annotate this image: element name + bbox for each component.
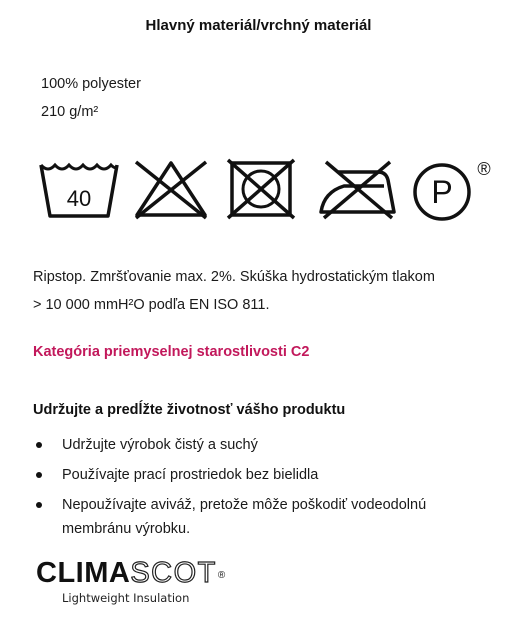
professional-clean-label: P [431, 174, 453, 210]
logo-bold-text: CLIMA [36, 557, 131, 589]
material-weight: 210 g/m² [41, 104, 99, 120]
list-item [33, 493, 493, 541]
logo-outline-text: SCOT [130, 557, 217, 589]
logo-tagline: Lightweight Insulation [62, 591, 190, 605]
list-item [33, 433, 493, 457]
bullet-icon [36, 502, 42, 508]
wash-temperature-label: 40 [66, 186, 92, 211]
list-item-text: Používajte prací prostriedok bez bielidla [62, 467, 319, 483]
list-item-text: Udržujte výrobok čistý a suchý [62, 437, 258, 453]
industrial-care-category: Kategória priemyselnej starostlivosti C2 [33, 344, 310, 360]
care-instructions-list [33, 433, 493, 547]
logo-wordmark [36, 557, 226, 589]
no-iron-icon [318, 158, 398, 220]
wash-40-icon [38, 158, 120, 224]
material-composition: 100% polyester [41, 76, 141, 92]
description-line-1: Ripstop. Zmršťovanie max. 2%. Skúška hydrostatickým tlakom [33, 269, 435, 285]
bullet-icon [36, 472, 42, 478]
bullet-icon [36, 442, 42, 448]
page-title: Hlavný materiál/vrchný materiál [145, 17, 372, 34]
no-bleach-icon [132, 158, 210, 220]
description-line-2: > 10 000 mmH²O podľa EN ISO 811. [33, 297, 270, 313]
list-item-text: Nepoužívajte aviváž, pretože môže poškodiť vodeodolnú membránu výrobku. [62, 497, 427, 537]
logo-registered-mark: ® [217, 570, 226, 581]
registered-mark: ® [477, 159, 491, 179]
list-item [33, 463, 493, 487]
care-instructions-title: Udržujte a predĺžte životnosť vášho produktu [33, 402, 346, 418]
professional-clean-p-icon [410, 154, 500, 226]
climascot-logo [36, 557, 226, 605]
no-tumble-dry-icon [226, 158, 296, 220]
